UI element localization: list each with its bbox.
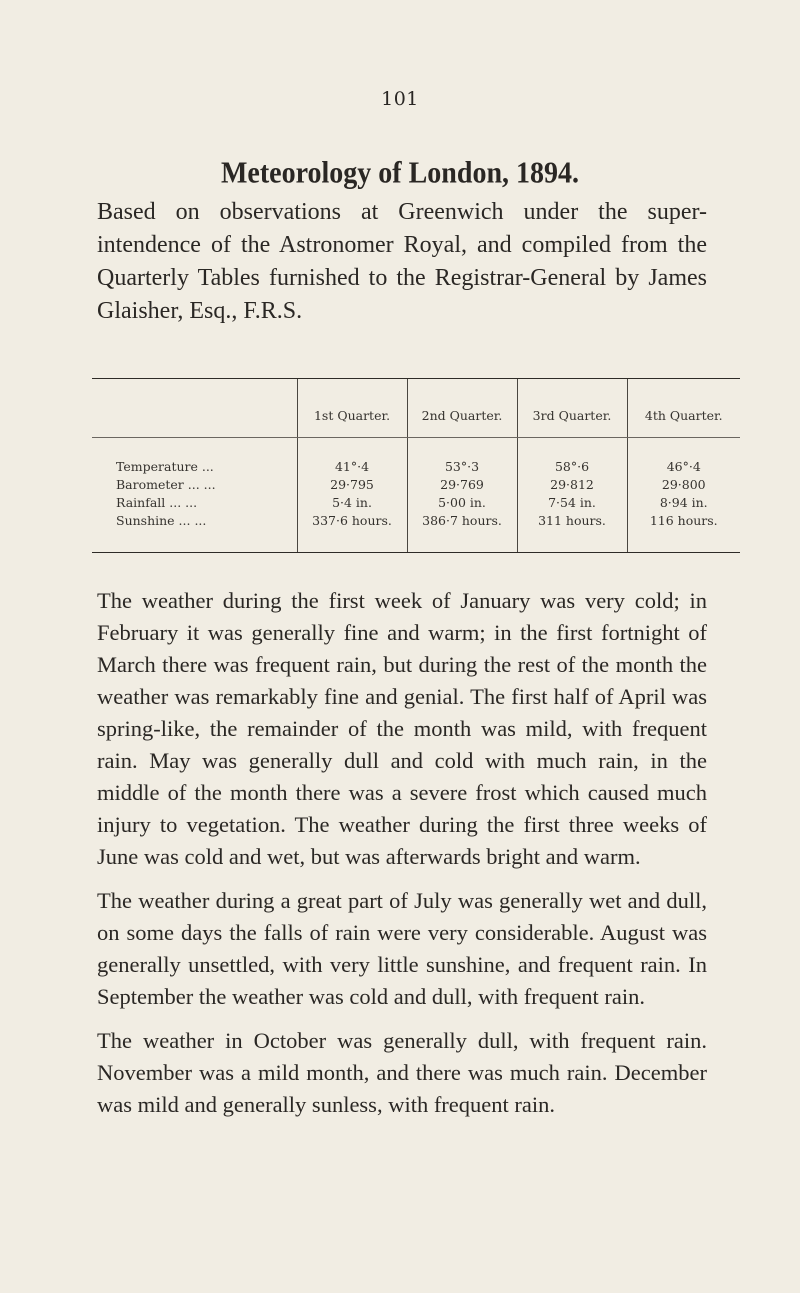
table-row-barometer <box>92 476 740 494</box>
table-row-temperature <box>92 438 740 477</box>
cell-value: 311 hours. <box>517 512 627 553</box>
header-q2: 2nd Quarter. <box>407 379 517 438</box>
paragraph-october-december: The weather in October was generally dull, with frequent rain. November was a mild month, and there was much rain. December was mild and generally sunless, with frequent rain. <box>97 1028 707 1117</box>
row-label: Sunshine ... ... <box>92 512 297 553</box>
intro-paragraph: Based on observations at Greenwich under the super-intendence of the Astronomer Royal, and compiled from the Quarterly Tables furnished to the Registrar-General by James Glaisher, Esq., F.R.S. <box>97 199 707 324</box>
cell-value: 29·812 <box>517 476 627 494</box>
header-q1: 1st Quarter. <box>297 379 407 438</box>
cell-value: 7·54 in. <box>517 494 627 512</box>
table-row-sunshine <box>92 512 740 553</box>
paragraph-january-june: The weather during the first week of January was very cold; in February it was generally fine and warm; in the first fortnight of March there was frequent rain, but during the rest of the month the weather was remarkably fine and genial. The first half of April was spring-like, the remainder of the month was mild, with frequent rain. May was generally dull and cold with much rain, in the middle of the month there was a severe frost which caused much injury to vegetation. The weather during the first three weeks of June was cold and wet, but was afterwards bright and warm. <box>97 588 707 869</box>
cell-value: 41°·4 <box>297 438 407 477</box>
cell-value: 46°·4 <box>627 438 740 477</box>
cell-value: 29·769 <box>407 476 517 494</box>
page-title: Meteorology of London, 1894. <box>220 156 580 191</box>
page-number: 101 <box>381 88 419 110</box>
row-label: Temperature ... <box>116 459 214 474</box>
row-label: Rainfall ... ... <box>116 495 198 510</box>
cell-value: 58°·6 <box>517 438 627 477</box>
cell-value: 337·6 hours. <box>297 512 407 553</box>
paragraph-july-september: The weather during a great part of July was generally wet and dull, on some days the falls of rain were very considerable. August was generally unsettled, with very little sunshine, and frequent rain. In September the weather was cold and dull, with frequent rain. <box>97 888 707 1009</box>
weather-narrative <box>97 585 707 1133</box>
table-row-rainfall <box>92 494 740 512</box>
cell-value: 8·94 in. <box>627 494 740 512</box>
cell-value: 5·4 in. <box>297 494 407 512</box>
cell-value: 116 hours. <box>627 512 740 553</box>
cell-value: 5·00 in. <box>407 494 517 512</box>
cell-value: 29·795 <box>297 476 407 494</box>
cell-value: 53°·3 <box>407 438 517 477</box>
header-q4: 4th Quarter. <box>627 379 740 438</box>
header-empty <box>92 379 297 438</box>
quarterly-weather-table <box>92 378 740 553</box>
header-q3: 3rd Quarter. <box>517 379 627 438</box>
row-label: Barometer ... ... <box>116 477 216 492</box>
cell-value: 29·800 <box>627 476 740 494</box>
table-header-row <box>92 379 740 438</box>
cell-value: 386·7 hours. <box>407 512 517 553</box>
